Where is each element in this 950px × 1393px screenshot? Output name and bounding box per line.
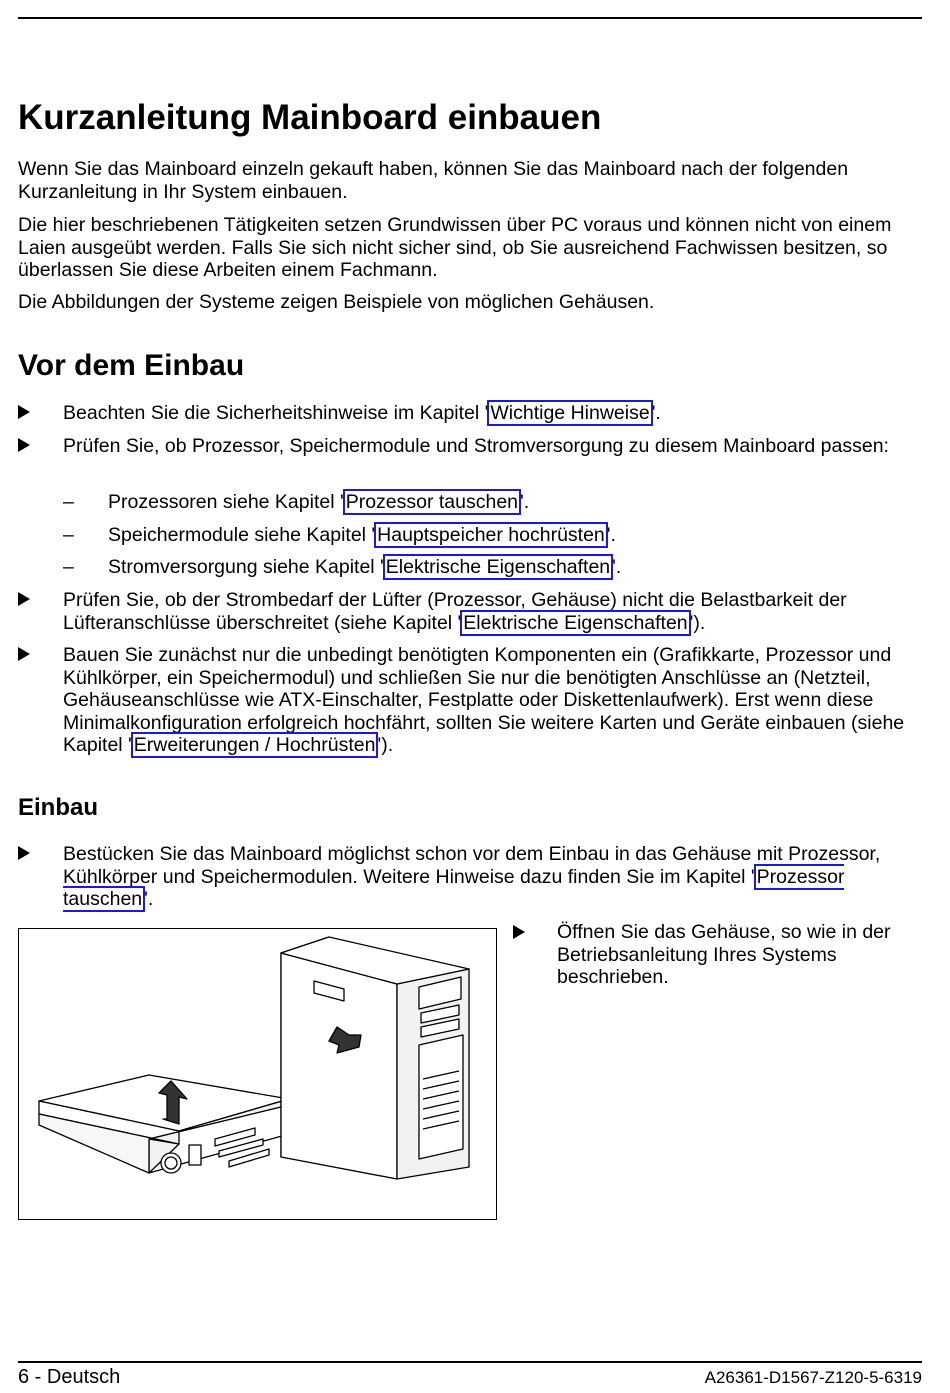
triangle-bullet-icon [18, 592, 30, 606]
sub-list-item: – Speichermodule siehe Kapitel ' Hauptspeicher hochrüsten '. [63, 524, 616, 546]
link-prozessor-tauschen-2[interactable]: Prozessor tauschen [63, 865, 845, 910]
document-code: A26361-D1567-Z120-5-6319 [704, 1368, 922, 1387]
list-item: Prüfen Sie, ob der Strombedarf der Lüfter (Prozessor, Gehäuse) nicht die Belastbarkeit der Lüfteranschlüsse überschreitet (siehe Kapitel ' Elektrische Eigenschaften '). [18, 589, 928, 635]
page-title: Kurzanleitung Mainboard einbauen [18, 98, 602, 137]
section-title-install: Einbau [18, 794, 99, 821]
intro-paragraph-3: Die Abbildungen der Systeme zeigen Beispiele von möglichen Gehäusen. [18, 291, 655, 313]
triangle-bullet-icon [18, 438, 30, 452]
list-item: Bauen Sie zunächst nur die unbedingt benötigten Komponenten ein (Grafikkarte, Prozessor und Kühlkörper, ein Speichermodul) und schließen Sie nur die benötigten Anschlüsse an (Netzteil, Gehäuseanschlüsse wie ATX-Einschalter, Festplatte oder Diskettenlaufwerk). Erst wenn diese Minimalkonfiguration erfolgreich hochfährt, sollten Sie weitere Karten und Geräte einbauen (siehe Kapitel ' Erweiterungen / Hochrüsten '). [18, 644, 928, 759]
sub-list-item: – Prozessoren siehe Kapitel ' Prozessor tauschen '. [63, 491, 530, 513]
case-illustration [18, 928, 497, 1220]
triangle-bullet-icon [18, 405, 30, 419]
sub-list-item: – Stromversorgung siehe Kapitel ' Elektrische Eigenschaften '. [63, 556, 622, 578]
section-title-before-install: Vor dem Einbau [18, 349, 245, 382]
page-number: 6 - Deutsch [18, 1366, 121, 1388]
list-item: Bestücken Sie das Mainboard möglichst schon vor dem Einbau in das Gehäuse mit Prozessor, Kühlkörper und Speichermodulen. Weitere Hinweise dazu finden Sie im Kapitel ' Prozessor tauschen '. [18, 843, 928, 913]
link-elektrische-eigenschaften-2[interactable]: Elektrische Eigenschaften [460, 610, 690, 636]
link-erweiterungen-hochruesten[interactable]: Erweiterungen / Hochrüsten [131, 732, 379, 758]
bottom-rule [18, 1361, 922, 1363]
link-elektrische-eigenschaften[interactable]: Elektrische Eigenschaften [383, 554, 613, 580]
triangle-bullet-icon [513, 925, 525, 939]
link-hauptspeicher-hochruesten[interactable]: Hauptspeicher hochrüsten [374, 522, 608, 548]
computer-case-drawing [19, 929, 495, 1218]
list-item: Prüfen Sie, ob Prozessor, Speichermodule und Stromversorgung zu diesem Mainboard passen: [18, 435, 928, 481]
list-item: Beachten Sie die Sicherheitshinweise im Kapitel ' Wichtige Hinweise '. [18, 402, 928, 426]
intro-paragraph-2: Die hier beschriebenen Tätigkeiten setzen Grundwissen über PC voraus und können nicht von einem Laien ausgeübt werden. Falls Sie sich nicht sicher sind, ob Sie ausreichend Fachwissen besitzen, so überlassen Sie diese Arbeiten einem Fachmann. [18, 214, 892, 281]
link-wichtige-hinweise[interactable]: Wichtige Hinweise [487, 400, 652, 426]
intro-paragraph-1: Wenn Sie das Mainboard einzeln gekauft haben, können Sie das Mainboard nach der folgenden Kurzanleitung in Ihr System einbauen. [18, 158, 849, 203]
triangle-bullet-icon [18, 647, 30, 661]
link-prozessor-tauschen[interactable]: Prozessor tauschen [343, 489, 521, 515]
triangle-bullet-icon [18, 846, 30, 860]
top-rule [18, 17, 922, 19]
